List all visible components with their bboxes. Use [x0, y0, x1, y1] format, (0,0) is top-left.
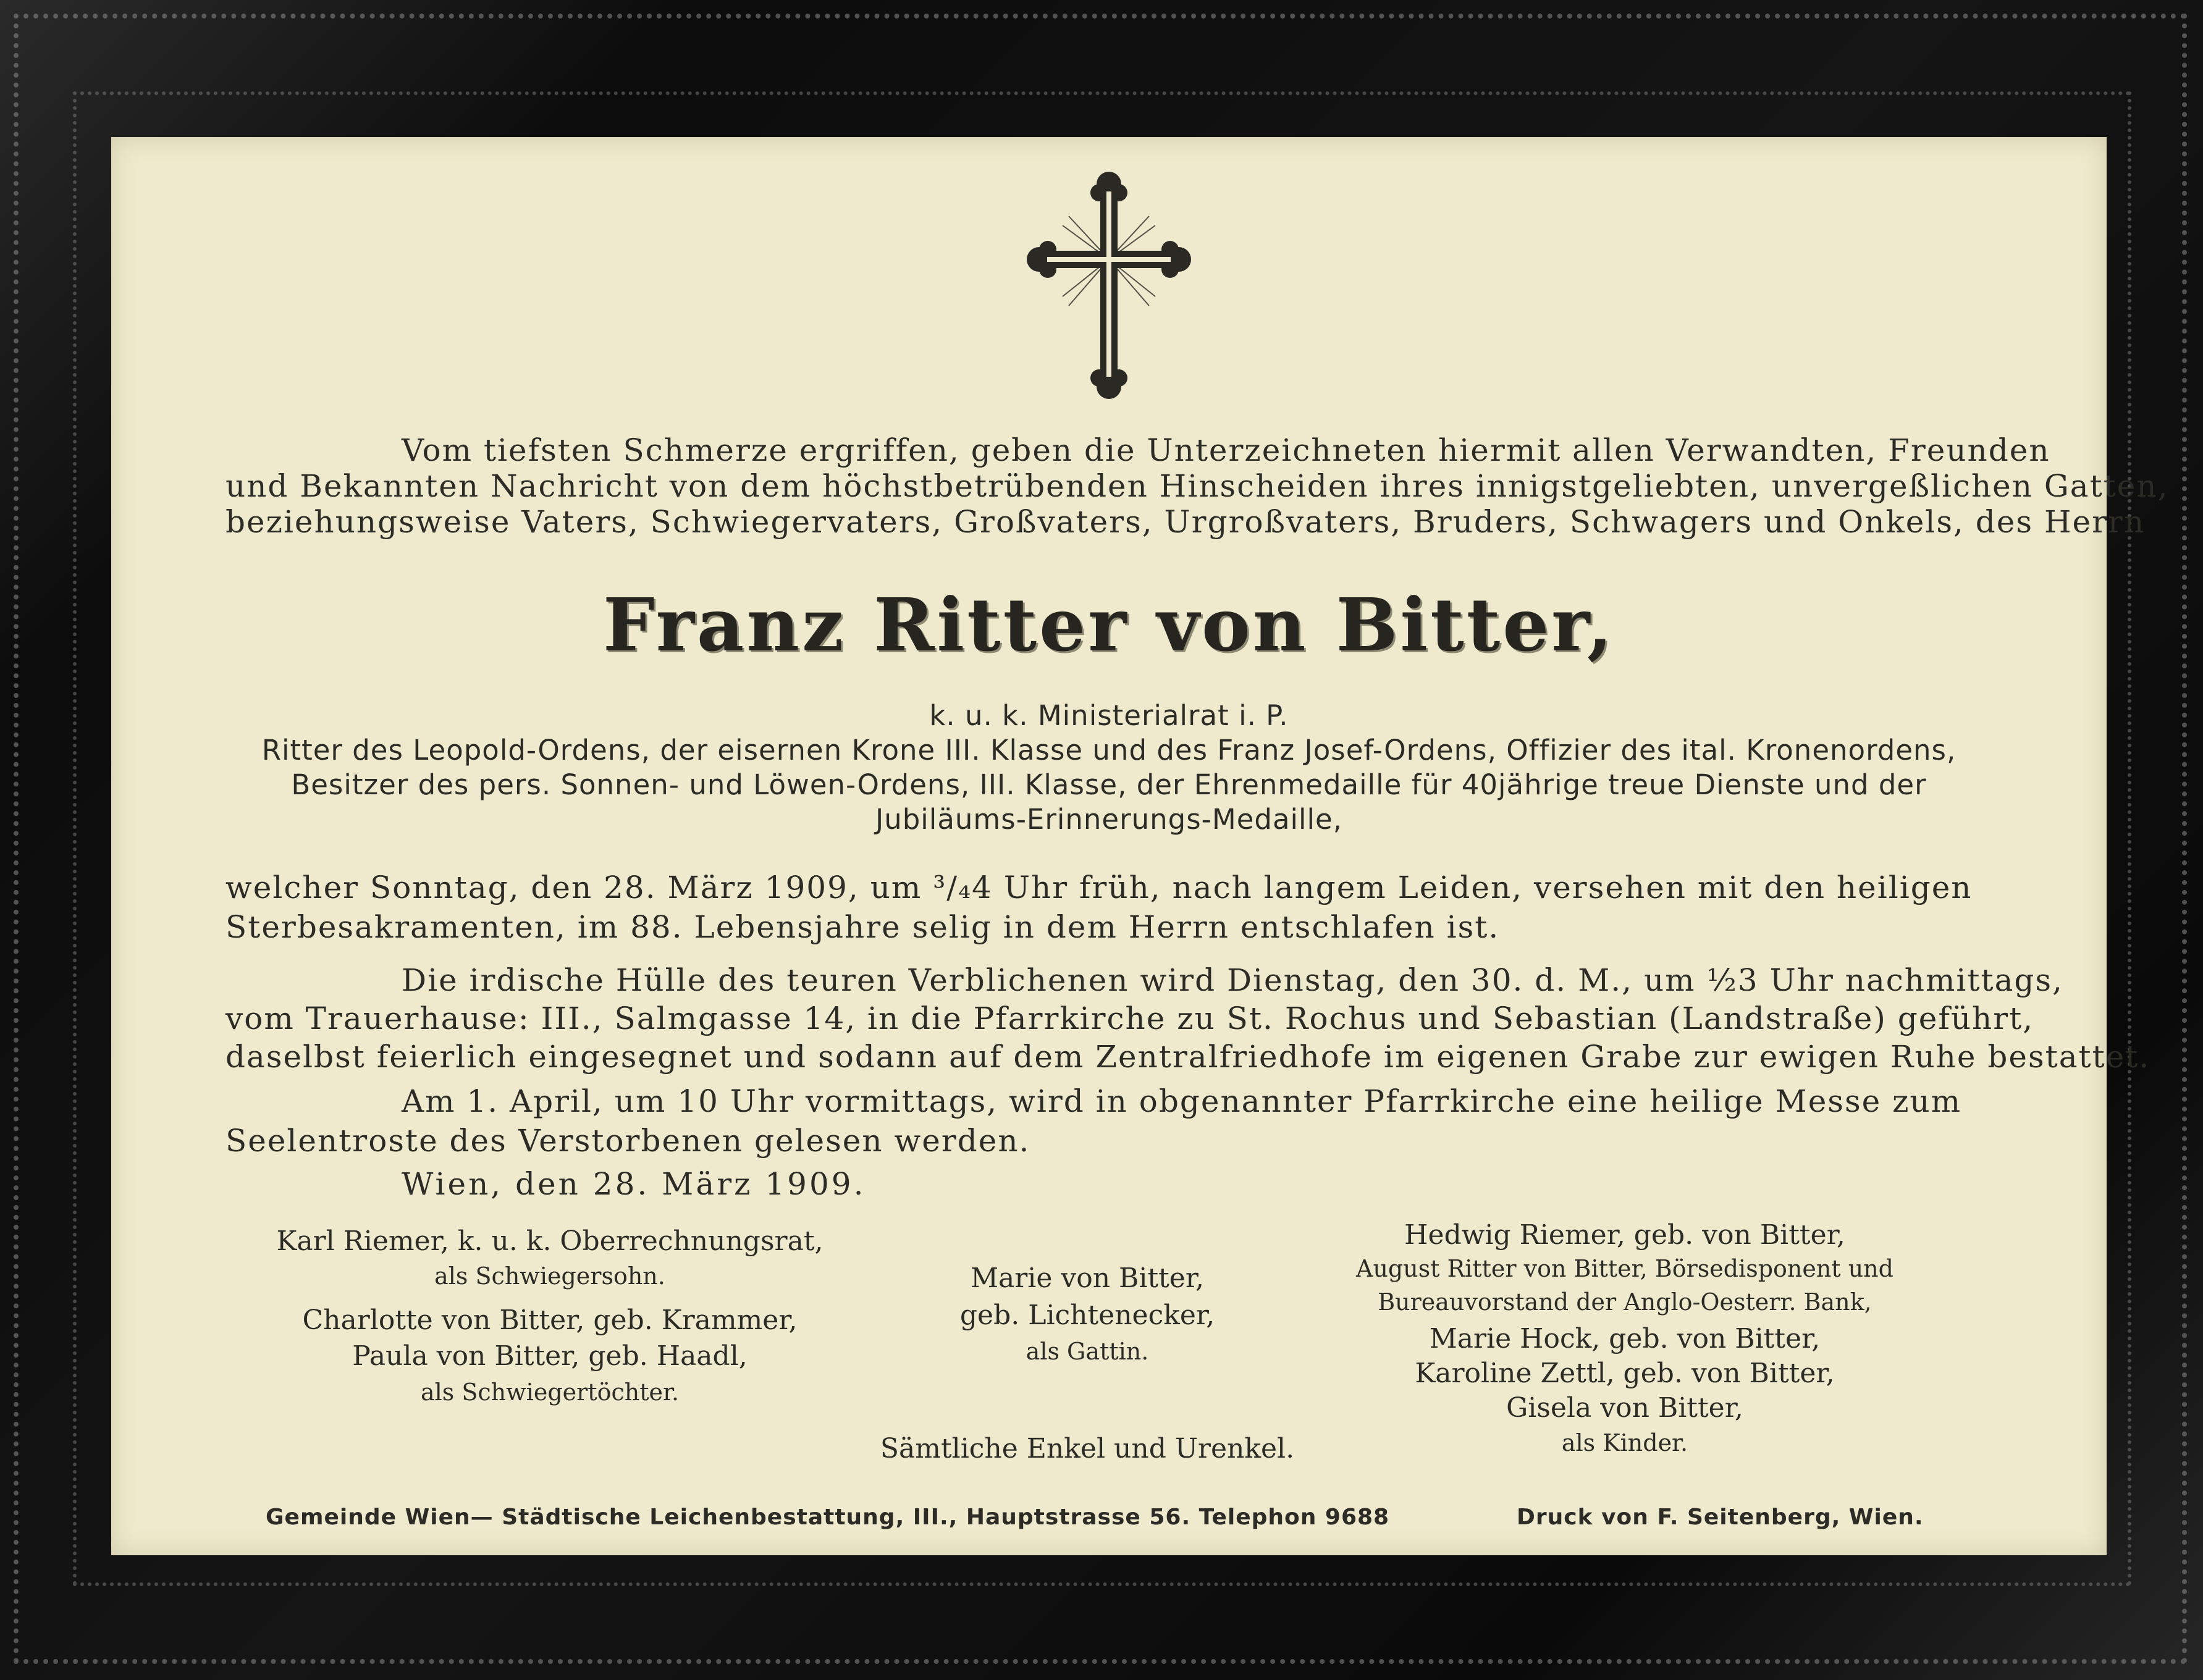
signatory-left-2: als Schwiegersohn. [434, 1262, 665, 1290]
signatory-right-3: Bureauvorstand der Anglo-Oesterr. Bank, [1378, 1288, 1872, 1316]
signatory-middle-2: geb. Lichtenecker, [959, 1300, 1215, 1331]
grandchildren-line: Sämtliche Enkel und Urenkel. [880, 1433, 1295, 1464]
cross-icon [1026, 167, 1192, 401]
intro-line-2: und Bekannten Nachricht von dem höchstbetrübenden Hinscheiden ihres innigstgeliebten, unvergeßlichen Gatten, [225, 468, 2169, 504]
body-line-4: vom Trauerhause: III., Salmgasse 14, in die Pfarrkirche zu St. Rochus und Sebastian (Landstraße) geführt, [225, 1001, 2034, 1036]
signatory-right-4: Marie Hock, geb. von Bitter, [1429, 1323, 1821, 1354]
body-line-6: Am 1. April, um 10 Uhr vormittags, wird in obgenannter Pfarrkirche eine heilige Messe zum [402, 1083, 1962, 1119]
body-line-1: welcher Sonntag, den 28. März 1909, um ³/₄4 Uhr früh, nach langem Leiden, versehen mit den heiligen [225, 870, 1973, 905]
footer-undertaker: Gemeinde Wien— Städtische Leichenbestattung, III., Hauptstrasse 56. Telephon 9688 [266, 1505, 1390, 1530]
body-line-5: daselbst feierlich eingesegnet und sodann auf dem Zentralfriedhofe im eigenen Grabe zur ewigen Ruhe bestattet. [225, 1039, 2150, 1075]
intro-line-1: Vom tiefsten Schmerze ergriffen, geben die Unterzeichneten hiermit allen Verwandten, Freunden [402, 432, 2050, 468]
signatory-middle-3: als Gattin. [1026, 1338, 1149, 1365]
title-line-1: k. u. k. Ministerialrat i. P. [929, 699, 1289, 732]
signatory-right-5: Karoline Zettl, geb. von Bitter, [1415, 1358, 1835, 1389]
body-line-3: Die irdische Hülle des teuren Verblichenen wird Dienstag, den 30. d. M., um ½3 Uhr nachmittags, [402, 962, 2063, 998]
signatory-left-4: Paula von Bitter, geb. Haadl, [352, 1340, 748, 1372]
body-line-2: Sterbesakramenten, im 88. Lebensjahre selig in dem Herrn entschlafen ist. [225, 909, 1500, 945]
body-line-7: Seelentroste des Verstorbenen gelesen werden. [225, 1123, 1030, 1159]
title-line-3: Besitzer des pers. Sonnen- und Löwen-Ordens, III. Klasse, der Ehrenmedaille für 40jährige treue Dienste und der [291, 768, 1927, 801]
obituary-card [111, 137, 2169, 1555]
signatory-right-7: als Kinder. [1561, 1429, 1688, 1456]
title-line-4: Jubiläums-Erinnerungs-Medaille, [875, 803, 1343, 836]
signatory-right-1: Hedwig Riemer, geb. von Bitter, [1404, 1219, 1845, 1251]
deceased-name: Franz Ritter von Bitter, [603, 582, 1615, 668]
signatory-right-2: August Ritter von Bitter, Börsedisponent und [1356, 1255, 1893, 1282]
intro-line-3: beziehungsweise Vaters, Schwiegervaters, Großvaters, Urgroßvaters, Bruders, Schwagers und Onkels, des Herrn [225, 504, 2146, 540]
signatory-right-6: Gisela von Bitter, [1506, 1392, 1743, 1424]
signatory-left-3: Charlotte von Bitter, geb. Krammer, [302, 1304, 798, 1336]
place-date: Wien, den 28. März 1909. [402, 1166, 866, 1202]
footer-printer: Druck von F. Seitenberg, Wien. [1517, 1505, 1924, 1530]
signatory-left-1: Karl Riemer, k. u. k. Oberrechnungsrat, [276, 1225, 823, 1257]
title-line-2: Ritter des Leopold-Ordens, der eisernen Krone III. Klasse und des Franz Josef-Ordens, Offizier des ital. Kronenordens, [261, 734, 1957, 766]
signatory-middle-1: Marie von Bitter, [970, 1262, 1205, 1294]
signatory-left-5: als Schwiegertöchter. [420, 1379, 680, 1406]
